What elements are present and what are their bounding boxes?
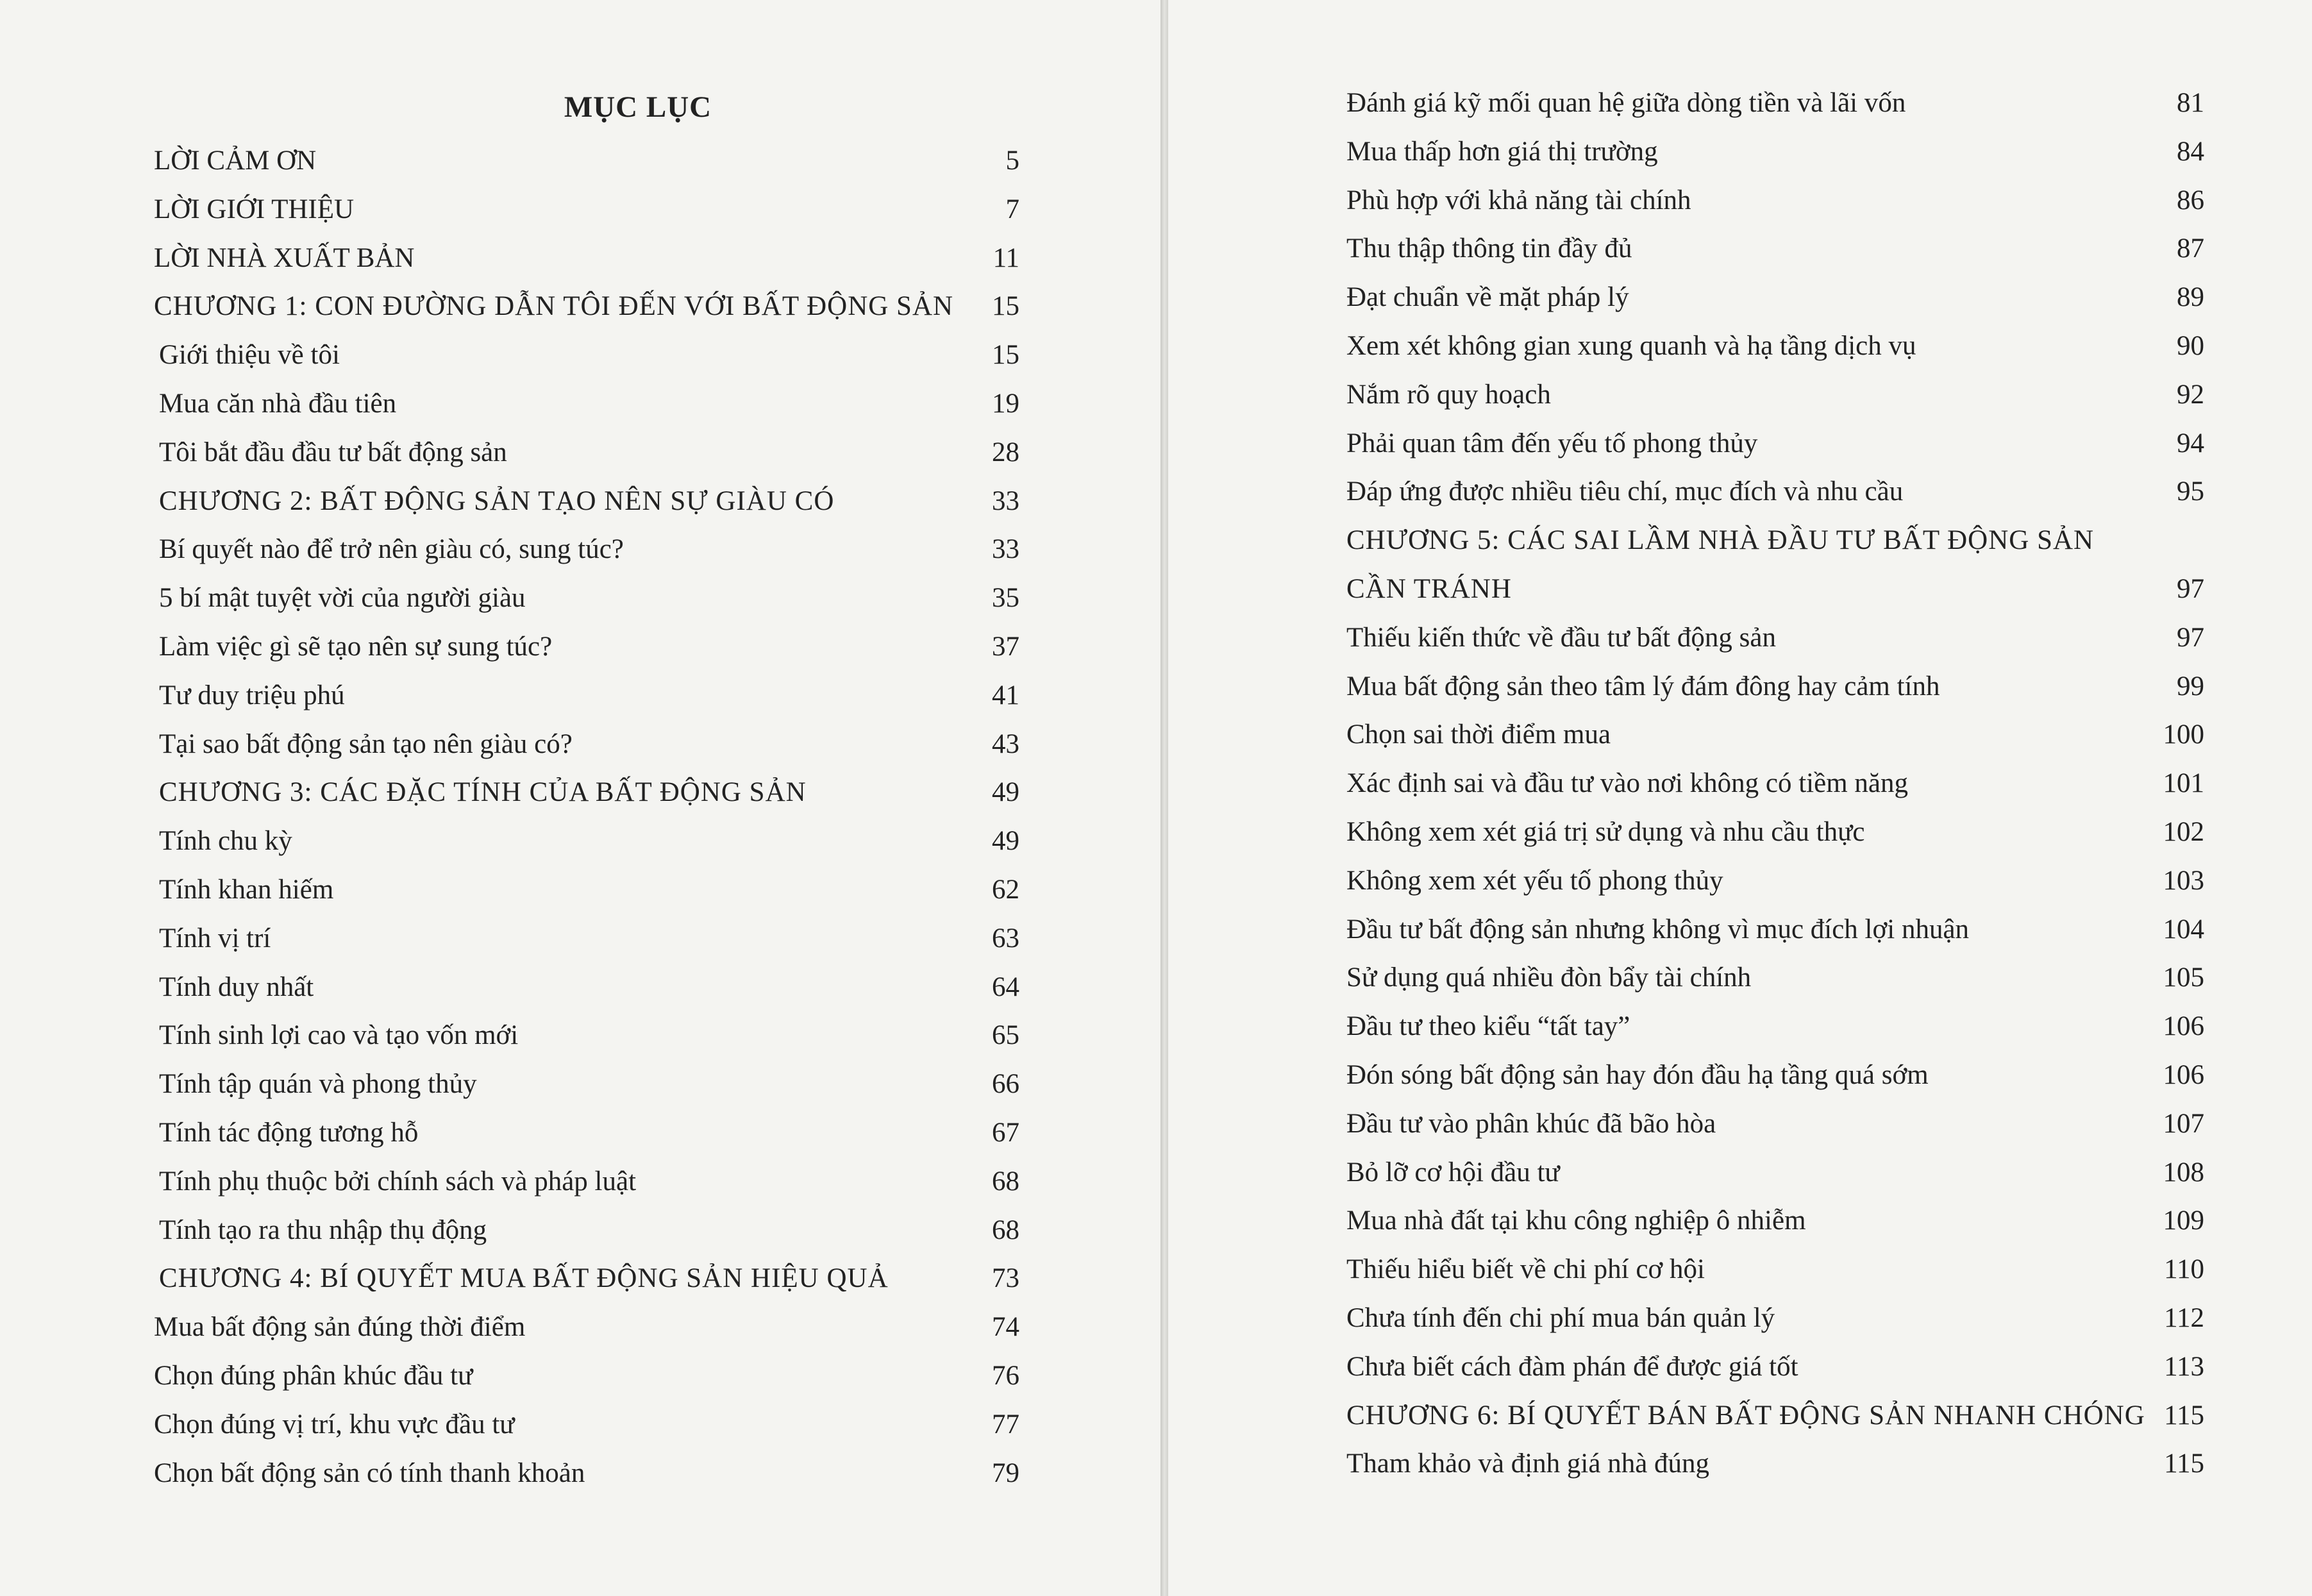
toc-entry-label: CHƯƠNG 5: CÁC SAI LẦM NHÀ ĐẦU TƯ BẤT ĐỘNG SẢN <box>1346 525 2095 556</box>
toc-chapter-entry <box>154 284 1019 329</box>
toc-entry <box>1346 275 2204 320</box>
toc-entry <box>1346 664 2204 709</box>
toc-entry-label: Mua nhà đất tại khu công nghiệp ô nhiễm <box>1346 1205 1806 1236</box>
toc-chapter-entry <box>1346 567 2204 612</box>
toc-entry-label: Đón sóng bất động sản hay đón đầu hạ tầng quá sớm <box>1346 1060 1929 1090</box>
toc-entry <box>159 1208 1019 1253</box>
toc-entry-page-number: 67 <box>992 1118 1019 1148</box>
toc-entry-page-number: 106 <box>2163 1060 2204 1090</box>
toc-entry-page-number: 101 <box>2163 768 2204 799</box>
toc-entry-label: Mua căn nhà đầu tiên <box>159 389 397 419</box>
toc-entry <box>1346 859 2204 903</box>
toc-entry <box>1346 1004 2204 1049</box>
toc-entry-label: Đánh giá kỹ mối quan hệ giữa dòng tiền và lãi vốn <box>1346 88 1906 118</box>
toc-entry-page-number: 15 <box>992 340 1019 371</box>
toc-entry-label: Chọn đúng vị trí, khu vực đầu tư <box>154 1409 515 1440</box>
toc-entry <box>159 965 1019 1010</box>
toc-entry-label: 5 bí mật tuyệt vời của người giàu <box>159 583 526 614</box>
toc-entry-label: Tôi bắt đầu đầu tư bất động sản <box>159 437 507 467</box>
toc-entry-label: Tính tạo ra thu nhập thụ động <box>159 1214 487 1245</box>
toc-entry <box>1346 1150 2204 1195</box>
toc-entry <box>1346 324 2204 369</box>
toc-entry-label: Tư duy triệu phú <box>159 680 345 710</box>
toc-entry <box>159 722 1019 767</box>
toc-entry <box>1346 1053 2204 1098</box>
toc-entry <box>159 819 1019 864</box>
toc-entry-page-number: 86 <box>2177 185 2204 215</box>
toc-entry-page-number: 115 <box>2164 1400 2204 1431</box>
toc-entry-label: Không xem xét yếu tố phong thủy <box>1346 865 1723 896</box>
toc-entry-page-number: 109 <box>2163 1205 2204 1236</box>
toc-entry-page-number: 104 <box>2163 914 2204 945</box>
toc-entry-page-number: 103 <box>2163 865 2204 896</box>
toc-entry-page-number: 87 <box>2177 233 2204 264</box>
toc-entry <box>159 1013 1019 1058</box>
toc-entry <box>154 139 1019 183</box>
toc-entry-label: Thiếu kiến thức về đầu tư bất động sản <box>1346 622 1776 653</box>
toc-entry-label: Mua bất động sản theo tâm lý đám đông hay cảm tính <box>1346 671 1940 701</box>
toc-entry <box>1346 373 2204 417</box>
toc-entry <box>1346 810 2204 855</box>
toc-entry <box>1346 1441 2204 1486</box>
toc-entry-label: LỜI CẢM ƠN <box>154 146 317 176</box>
toc-entry-label: Thiếu hiểu biết về chi phí cơ hội <box>1346 1254 1705 1285</box>
toc-entry <box>1346 178 2204 223</box>
toc-entry-page-number: 97 <box>2177 574 2204 604</box>
toc-entry <box>154 187 1019 232</box>
toc-entry-label: Đầu tư bất động sản nhưng không vì mục đích lợi nhuận <box>1346 914 1970 945</box>
toc-entry-page-number: 110 <box>2164 1254 2204 1285</box>
toc-entry <box>159 527 1019 572</box>
toc-entry <box>1346 421 2204 466</box>
toc-entry-label: Giới thiệu về tôi <box>159 340 340 371</box>
toc-entry-label: Bí quyết nào để trở nên giàu có, sung túc? <box>159 534 624 565</box>
toc-entry-label: Tính tập quán và phong thủy <box>159 1069 477 1100</box>
toc-entry-label: Tham khảo và định giá nhà đúng <box>1346 1449 1710 1479</box>
toc-entry-label: Phải quan tâm đến yếu tố phong thủy <box>1346 428 1758 458</box>
toc-entry <box>1346 1102 2204 1147</box>
toc-entry-label: Sử dụng quá nhiều đòn bẩy tài chính <box>1346 962 1752 993</box>
toc-entry-label: Xem xét không gian xung quanh và hạ tầng dịch vụ <box>1346 331 1916 361</box>
toc-entry <box>154 1402 1019 1447</box>
toc-entry <box>1346 81 2204 126</box>
toc-entry <box>159 625 1019 669</box>
toc-entry-page-number: 95 <box>2177 476 2204 507</box>
toc-entry <box>1346 616 2204 660</box>
toc-entry <box>159 1159 1019 1204</box>
toc-entry <box>1346 130 2204 174</box>
toc-entry-label: Đáp ứng được nhiều tiêu chí, mục đích và nhu cầu <box>1346 476 1904 507</box>
toc-entry-page-number: 99 <box>2177 671 2204 701</box>
toc-entry-label: LỜI NHÀ XUẤT BẢN <box>154 242 415 273</box>
toc-entry-page-number: 37 <box>992 632 1019 662</box>
toc-entry <box>1346 1198 2204 1243</box>
toc-entry <box>159 382 1019 426</box>
toc-entry-label: Tính tác động tương hỗ <box>159 1118 419 1148</box>
toc-entry-page-number: 79 <box>992 1457 1019 1488</box>
toc-entry-label: Mua thấp hơn giá thị trường <box>1346 136 1658 167</box>
toc-entry-page-number: 73 <box>992 1263 1019 1294</box>
toc-entry-page-number: 102 <box>2163 817 2204 847</box>
toc-entry-page-number: 107 <box>2163 1108 2204 1139</box>
toc-entry-page-number: 64 <box>992 971 1019 1002</box>
toc-entry <box>154 1451 1019 1496</box>
toc-entry-page-number: 113 <box>2164 1351 2204 1382</box>
toc-chapter-entry <box>1346 518 2204 563</box>
toc-entry-label: Chưa tính đến chi phí mua bán quản lý <box>1346 1303 1775 1333</box>
toc-entry-page-number: 105 <box>2163 962 2204 993</box>
toc-entry-page-number: 90 <box>2177 331 2204 361</box>
toc-entry-page-number: 106 <box>2163 1011 2204 1042</box>
toc-entry-page-number: 84 <box>2177 136 2204 167</box>
toc-entry-page-number: 100 <box>2163 719 2204 750</box>
toc-entry-page-number: 49 <box>992 777 1019 808</box>
toc-entry-page-number: 97 <box>2177 622 2204 653</box>
toc-entry-label: Thu thập thông tin đầy đủ <box>1346 233 1632 264</box>
toc-entry <box>154 1354 1019 1399</box>
toc-entry-page-number: 68 <box>992 1166 1019 1197</box>
toc-entry-page-number: 76 <box>992 1361 1019 1391</box>
toc-entry-label: CẦN TRÁNH <box>1346 574 1512 604</box>
toc-entry-page-number: 33 <box>992 485 1019 516</box>
toc-entry-page-number: 63 <box>992 923 1019 953</box>
toc-entry <box>159 868 1019 912</box>
toc-entry-label: Làm việc gì sẽ tạo nên sự sung túc? <box>159 632 553 662</box>
toc-entry-label: Tính khan hiếm <box>159 875 334 905</box>
toc-entry <box>159 333 1019 378</box>
toc-entry <box>1346 226 2204 271</box>
toc-entry <box>1346 712 2204 757</box>
toc-chapter-entry <box>159 479 1019 524</box>
toc-entry-page-number: 62 <box>992 875 1019 905</box>
toc-entry-label: Đầu tư theo kiểu “tất tay” <box>1346 1011 1630 1042</box>
toc-entry-label: Tính vị trí <box>159 923 271 953</box>
toc-entry-page-number: 65 <box>992 1020 1019 1051</box>
toc-entry-page-number: 11 <box>993 242 1019 273</box>
toc-entry <box>154 236 1019 281</box>
toc-entry-page-number: 115 <box>2164 1449 2204 1479</box>
toc-entry <box>1346 469 2204 514</box>
toc-entry <box>1346 1296 2204 1341</box>
toc-chapter-entry <box>159 770 1019 815</box>
toc-entry-page-number: 68 <box>992 1214 1019 1245</box>
toc-entry-label: Mua bất động sản đúng thời điểm <box>154 1312 526 1343</box>
toc-entry-page-number: 5 <box>1005 146 1019 176</box>
toc-entry-label: Chọn đúng phân khúc đầu tư <box>154 1361 473 1391</box>
toc-entry-label: Bỏ lỡ cơ hội đầu tư <box>1346 1157 1560 1188</box>
toc-entry-label: Tính chu kỳ <box>159 826 292 857</box>
toc-entry-page-number: 41 <box>992 680 1019 710</box>
toc-entry-label: Tính sinh lợi cao và tạo vốn mới <box>159 1020 519 1051</box>
toc-entry-page-number: 15 <box>992 291 1019 322</box>
toc-entry <box>1346 907 2204 952</box>
toc-entry-label: Chưa biết cách đàm phán để được giá tốt <box>1346 1351 1798 1382</box>
toc-entry-page-number: 89 <box>2177 282 2204 313</box>
toc-entry-label: Tính phụ thuộc bởi chính sách và pháp luật <box>159 1166 637 1197</box>
toc-entry-label: Xác định sai và đầu tư vào nơi không có tiềm năng <box>1346 768 1908 799</box>
toc-entry-page-number: 7 <box>1005 194 1019 224</box>
toc-entry-label: Không xem xét giá trị sử dụng và nhu cầu thực <box>1346 817 1865 847</box>
toc-entry <box>154 1305 1019 1350</box>
toc-entry-label: CHƯƠNG 3: CÁC ĐẶC TÍNH CỦA BẤT ĐỘNG SẢN <box>159 777 807 808</box>
toc-entry <box>1346 761 2204 806</box>
toc-entry <box>159 916 1019 961</box>
toc-entry <box>159 430 1019 475</box>
toc-entry <box>1346 955 2204 1000</box>
toc-entry-page-number: 94 <box>2177 428 2204 458</box>
toc-entry-page-number: 92 <box>2177 379 2204 410</box>
toc-entry <box>159 673 1019 718</box>
toc-entry-page-number: 19 <box>992 389 1019 419</box>
toc-entry-label: CHƯƠNG 2: BẤT ĐỘNG SẢN TẠO NÊN SỰ GIÀU CÓ <box>159 485 835 516</box>
toc-entry-page-number: 33 <box>992 534 1019 565</box>
toc-entry-page-number: 28 <box>992 437 1019 467</box>
toc-entry <box>1346 1345 2204 1390</box>
toc-entry-label: CHƯƠNG 6: BÍ QUYẾT BÁN BẤT ĐỘNG SẢN NHANH CHÓNG <box>1346 1400 2145 1431</box>
toc-chapter-entry <box>159 1256 1019 1301</box>
toc-entry-label: Đạt chuẩn về mặt pháp lý <box>1346 282 1629 313</box>
toc-entry-label: Nắm rõ quy hoạch <box>1346 379 1551 410</box>
toc-entry <box>159 1062 1019 1107</box>
toc-entry-label: Đầu tư vào phân khúc đã bão hòa <box>1346 1108 1716 1139</box>
toc-entry-label: Tại sao bất động sản tạo nên giàu có? <box>159 728 573 759</box>
toc-entry <box>159 1111 1019 1155</box>
toc-chapter-entry <box>1346 1393 2204 1438</box>
book-gutter <box>1160 0 1168 1596</box>
toc-entry-page-number: 49 <box>992 826 1019 857</box>
toc-entry-page-number: 74 <box>992 1312 1019 1343</box>
toc-entry-page-number: 43 <box>992 728 1019 759</box>
toc-entry-page-number: 81 <box>2177 88 2204 118</box>
toc-entry-label: Tính duy nhất <box>159 971 314 1002</box>
toc-entry <box>159 576 1019 621</box>
toc-entry <box>1346 1247 2204 1292</box>
toc-entry-label: CHƯƠNG 1: CON ĐƯỜNG DẪN TÔI ĐẾN VỚI BẤT ĐỘNG SẢN <box>154 291 954 322</box>
toc-entry-page-number: 77 <box>992 1409 1019 1440</box>
toc-title: MỤC LỤC <box>564 90 712 124</box>
toc-entry-label: Chọn bất động sản có tính thanh khoản <box>154 1457 585 1488</box>
toc-entry-label: Phù hợp với khả năng tài chính <box>1346 185 1691 215</box>
right-page <box>1168 0 2312 1596</box>
toc-entry-page-number: 112 <box>2164 1303 2204 1333</box>
toc-entry-page-number: 35 <box>992 583 1019 614</box>
toc-entry-label: Chọn sai thời điểm mua <box>1346 719 1611 750</box>
toc-entry-page-number: 66 <box>992 1069 1019 1100</box>
toc-entry-label: CHƯƠNG 4: BÍ QUYẾT MUA BẤT ĐỘNG SẢN HIỆU QUẢ <box>159 1263 889 1294</box>
toc-entry-page-number: 108 <box>2163 1157 2204 1188</box>
toc-entry-label: LỜI GIỚI THIỆU <box>154 194 355 224</box>
